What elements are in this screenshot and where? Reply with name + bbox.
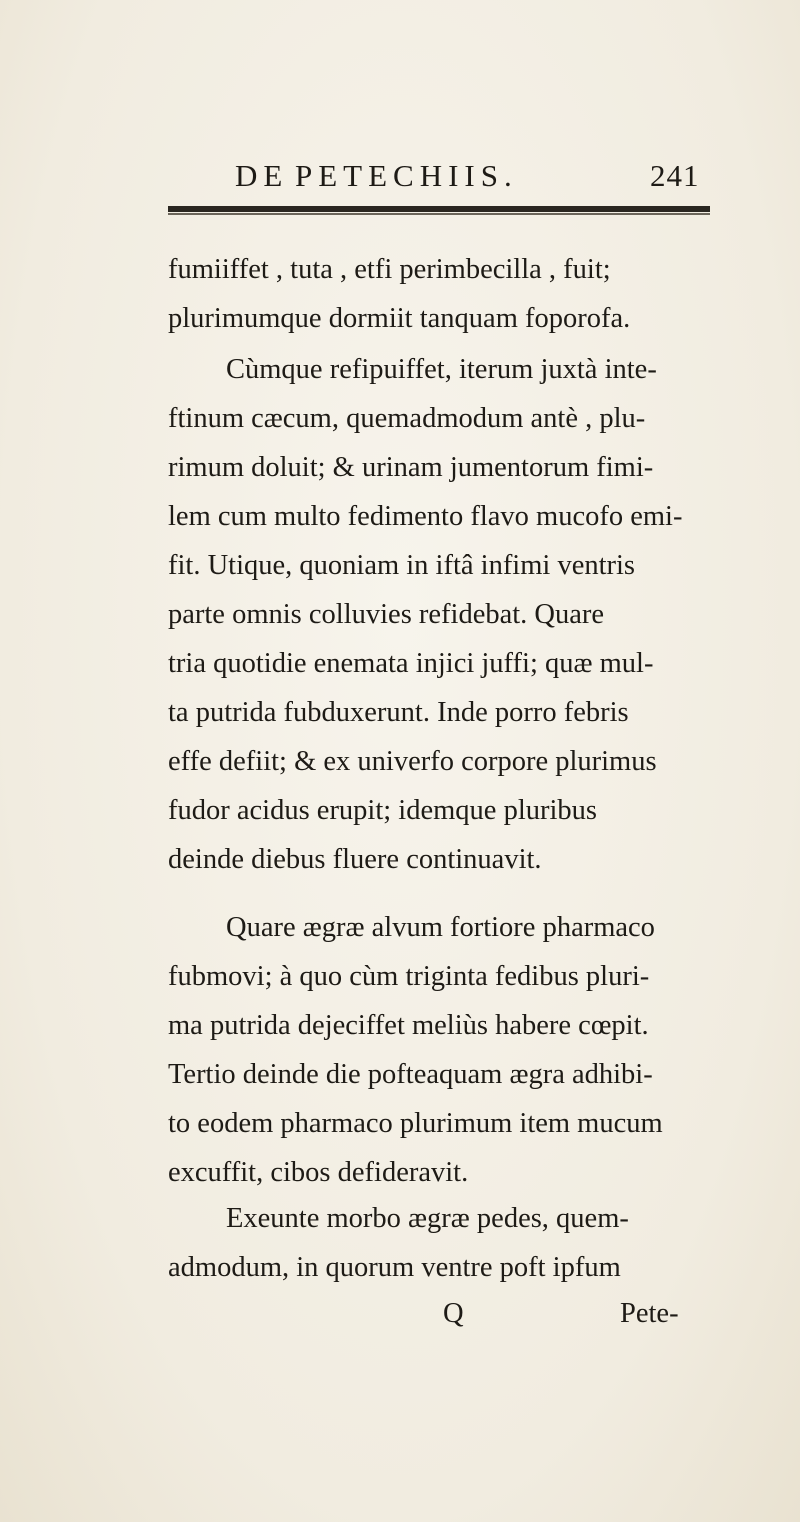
text-line: to eodem pharmaco plurimum item mucum xyxy=(168,1108,663,1139)
text-line: fubmovi; à quo cùm triginta fedibus pluri- xyxy=(168,961,650,992)
text-line: ta putrida fubduxerunt. Inde porro febris xyxy=(168,697,629,728)
text-line: lem cum multo fedimento flavo mucofo emi- xyxy=(168,501,683,532)
text-line: rimum doluit; & urinam jumentorum fimi- xyxy=(168,452,654,483)
header-title: PETECHIIS. xyxy=(295,158,518,193)
text-line: plurimumque dormiit tanquam foporofa. xyxy=(168,303,631,334)
text-line: fumiiffet , tuta , etfi perimbecilla , fuit; xyxy=(168,254,611,285)
text-line: parte omnis colluvies refidebat. Quare xyxy=(168,599,605,630)
text-line: Exeunte morbo ægræ pedes, quem- xyxy=(226,1203,629,1234)
header-rule xyxy=(168,206,710,212)
header-de: DE xyxy=(235,158,289,193)
text-line: excuffit, cibos defideravit. xyxy=(168,1157,469,1188)
page-number: 241 xyxy=(650,158,700,193)
header-rule-thin xyxy=(168,213,710,215)
signature-mark: Q xyxy=(443,1298,464,1329)
text-line: effe defiit; & ex univerfo corpore plurimus xyxy=(168,746,657,777)
text-line: admodum, in quorum ventre poft ipfum xyxy=(168,1252,621,1283)
text-line: Quare ægræ alvum fortiore pharmaco xyxy=(226,912,655,943)
catchword: Pete- xyxy=(620,1298,679,1329)
page-footer xyxy=(168,1298,718,1338)
text-line: tria quotidie enemata injici juffi; quæ mul- xyxy=(168,648,654,679)
text-line: fudor acidus erupit; idemque pluribus xyxy=(168,795,597,826)
text-line: Cùmque refipuiffet, iterum juxtà inte- xyxy=(226,354,657,385)
text-line: ftinum cæcum, quemadmodum antè , plu- xyxy=(168,403,646,434)
running-header xyxy=(235,158,705,198)
text-line: deinde diebus fluere continuavit. xyxy=(168,844,542,875)
text-line: Tertio deinde die pofteaquam ægra adhibi- xyxy=(168,1059,653,1090)
text-line: ma putrida dejeciffet meliùs habere cœpit. xyxy=(168,1010,649,1041)
text-line: fit. Utique, quoniam in iftâ infimi ventris xyxy=(168,550,636,581)
